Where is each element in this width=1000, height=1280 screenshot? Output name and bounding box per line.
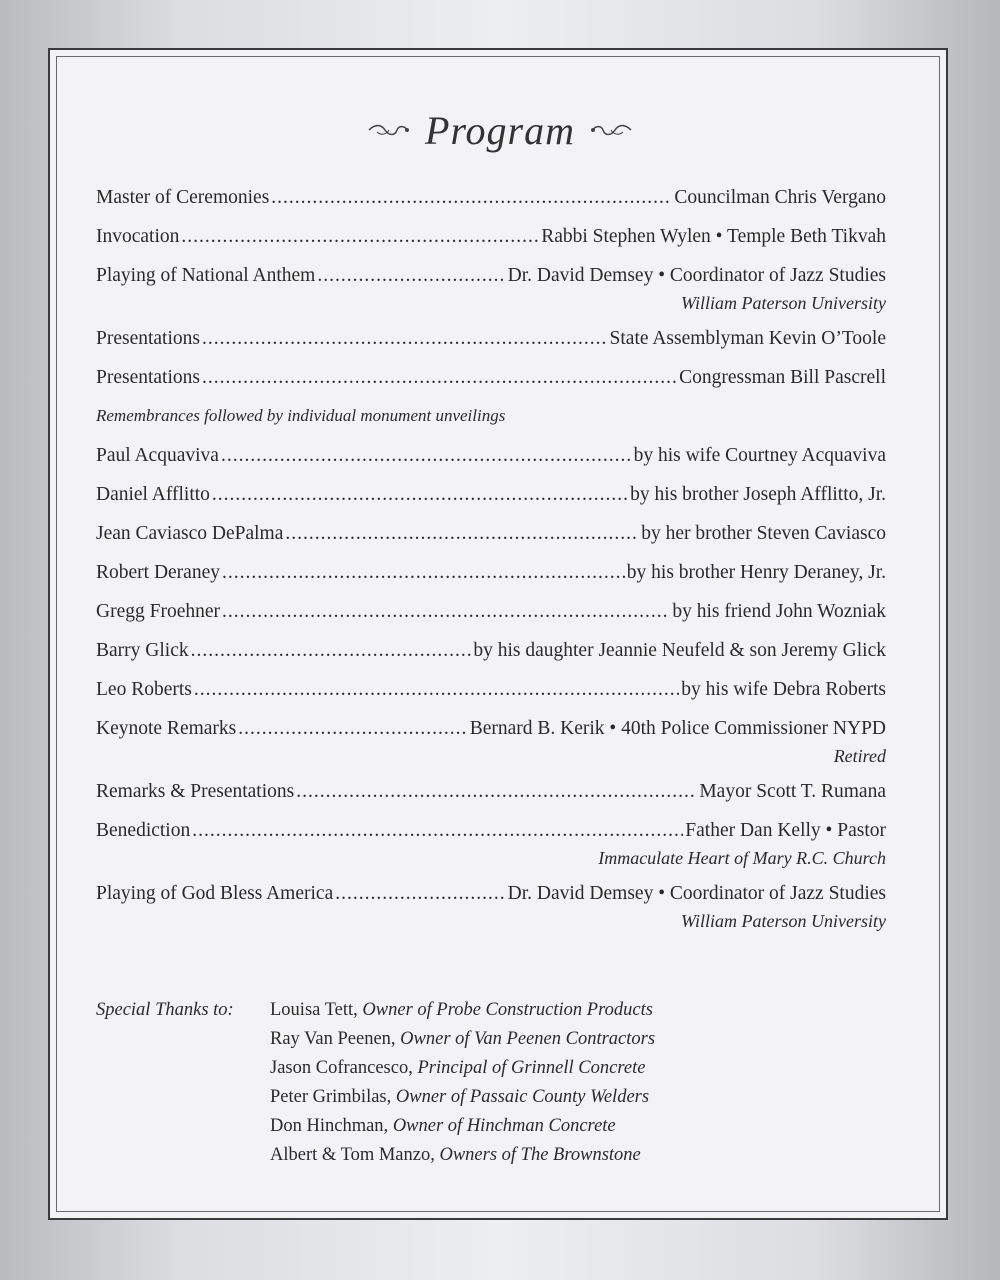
program-row — [96, 366, 886, 390]
program-row — [96, 264, 886, 288]
program-presenter: Councilman Chris Vergano — [674, 187, 886, 208]
section-heading: Remembrances followed by individual monument unveilings — [96, 406, 506, 425]
thanks-role: Owner of Van Peenen Contractors — [400, 1029, 656, 1049]
program-presenter: by her brother Steven Caviasco — [641, 523, 886, 544]
dot-leader — [222, 561, 625, 585]
dot-leader — [335, 882, 505, 906]
page-title: Program — [425, 107, 575, 153]
program-row — [96, 717, 886, 741]
dot-leader — [202, 366, 677, 390]
program-presenter: by his wife Courtney Acquaviva — [633, 445, 886, 466]
program-row — [96, 327, 886, 351]
program-item: Gregg Froehner — [96, 601, 220, 622]
thanks-name: Jason Cofrancesco, — [270, 1058, 413, 1078]
program-row — [96, 780, 886, 804]
program-item: Presentations — [96, 367, 200, 388]
thanks-entry — [270, 1083, 886, 1112]
presenter-affiliation: Immaculate Heart of Mary R.C. Church — [598, 848, 886, 868]
program-row — [96, 678, 886, 702]
thanks-role: Owner of Passaic County Welders — [395, 1087, 650, 1107]
thanks-role: Owner of Probe Construction Products — [362, 1000, 653, 1020]
program-list — [96, 186, 886, 945]
program-presenter: State Assemblyman Kevin O’Toole — [609, 328, 886, 349]
program-item: Jean Caviasco DePalma — [96, 523, 284, 544]
thanks-role: Principal of Grinnell Concrete — [417, 1058, 646, 1078]
title-block — [0, 100, 1000, 160]
program-item: Barry Glick — [96, 640, 189, 661]
program-presenter: Mayor Scott T. Rumana — [699, 781, 886, 802]
program-item: Playing of God Bless America — [96, 883, 334, 904]
program-item: Keynote Remarks — [96, 718, 237, 739]
program-presenter: by his friend John Wozniak — [672, 601, 886, 622]
thanks-name: Ray Van Peenen, — [270, 1029, 396, 1049]
special-thanks-list — [270, 996, 886, 1170]
program-presenter: Rabbi Stephen Wylen • Temple Beth Tikvah — [541, 226, 886, 247]
presenter-affiliation: William Paterson University — [681, 293, 886, 313]
program-row — [96, 600, 886, 624]
dot-leader — [222, 600, 670, 624]
program-item: Daniel Afflitto — [96, 484, 210, 505]
program-presenter: Dr. David Demsey • Coordinator of Jazz Studies — [507, 265, 886, 286]
program-presenter: by his daughter Jeannie Neufeld & son Jeremy Glick — [473, 640, 886, 661]
dot-leader — [202, 327, 608, 351]
presenter-affiliation: Retired — [833, 746, 886, 766]
thanks-entry — [270, 1025, 886, 1054]
program-row — [96, 522, 886, 546]
thanks-name: Peter Grimbilas, — [270, 1087, 392, 1107]
program-row — [96, 186, 886, 210]
left-flourish-icon — [367, 120, 411, 140]
program-presenter: Dr. David Demsey • Coordinator of Jazz Studies — [507, 883, 886, 904]
program-item: Presentations — [96, 328, 200, 349]
dot-leader — [221, 444, 632, 468]
program-row — [96, 483, 886, 507]
dot-leader — [317, 264, 505, 288]
dot-leader — [212, 483, 628, 507]
program-row — [96, 444, 886, 468]
program-presenter: Bernard B. Kerik • 40th Police Commissioner NYPD — [469, 718, 886, 739]
program-row — [96, 819, 886, 843]
thanks-name: Don Hinchman, — [270, 1116, 389, 1136]
thanks-role: Owner of Hinchman Concrete — [392, 1116, 616, 1136]
program-row — [96, 639, 886, 663]
dot-leader — [194, 678, 679, 702]
program-item: Playing of National Anthem — [96, 265, 316, 286]
thanks-entry — [270, 1141, 886, 1170]
dot-leader — [191, 639, 472, 663]
thanks-entry — [270, 1054, 886, 1083]
program-item: Robert Deraney — [96, 562, 220, 583]
program-item: Remarks & Presentations — [96, 781, 295, 802]
dot-leader — [296, 780, 697, 804]
program-row — [96, 225, 886, 249]
program-item: Invocation — [96, 226, 180, 247]
special-thanks — [96, 996, 886, 1170]
thanks-name: Louisa Tett, — [270, 1000, 358, 1020]
program-presenter: Congressman Bill Pascrell — [679, 367, 886, 388]
program-presenter: by his brother Henry Deraney, Jr. — [626, 562, 886, 583]
dot-leader — [285, 522, 639, 546]
thanks-role: Owners of The Brownstone — [439, 1145, 641, 1165]
dot-leader — [271, 186, 672, 210]
program-presenter: Father Dan Kelly • Pastor — [685, 820, 886, 841]
program-item: Benediction — [96, 820, 191, 841]
presenter-affiliation: William Paterson University — [681, 911, 886, 931]
program-item: Leo Roberts — [96, 679, 192, 700]
program-presenter: by his wife Debra Roberts — [681, 679, 886, 700]
thanks-entry — [270, 1112, 886, 1141]
special-thanks-label: Special Thanks to: — [96, 1000, 234, 1020]
dot-leader — [181, 225, 539, 249]
right-flourish-icon — [589, 120, 633, 140]
dot-leader — [192, 819, 683, 843]
program-item: Master of Ceremonies — [96, 187, 270, 208]
program-row — [96, 561, 886, 585]
thanks-name: Albert & Tom Manzo, — [270, 1145, 435, 1165]
program-presenter: by his brother Joseph Afflitto, Jr. — [630, 484, 886, 505]
program-item: Paul Acquaviva — [96, 445, 219, 466]
program-row — [96, 882, 886, 906]
dot-leader — [238, 717, 467, 741]
thanks-entry — [270, 996, 886, 1025]
